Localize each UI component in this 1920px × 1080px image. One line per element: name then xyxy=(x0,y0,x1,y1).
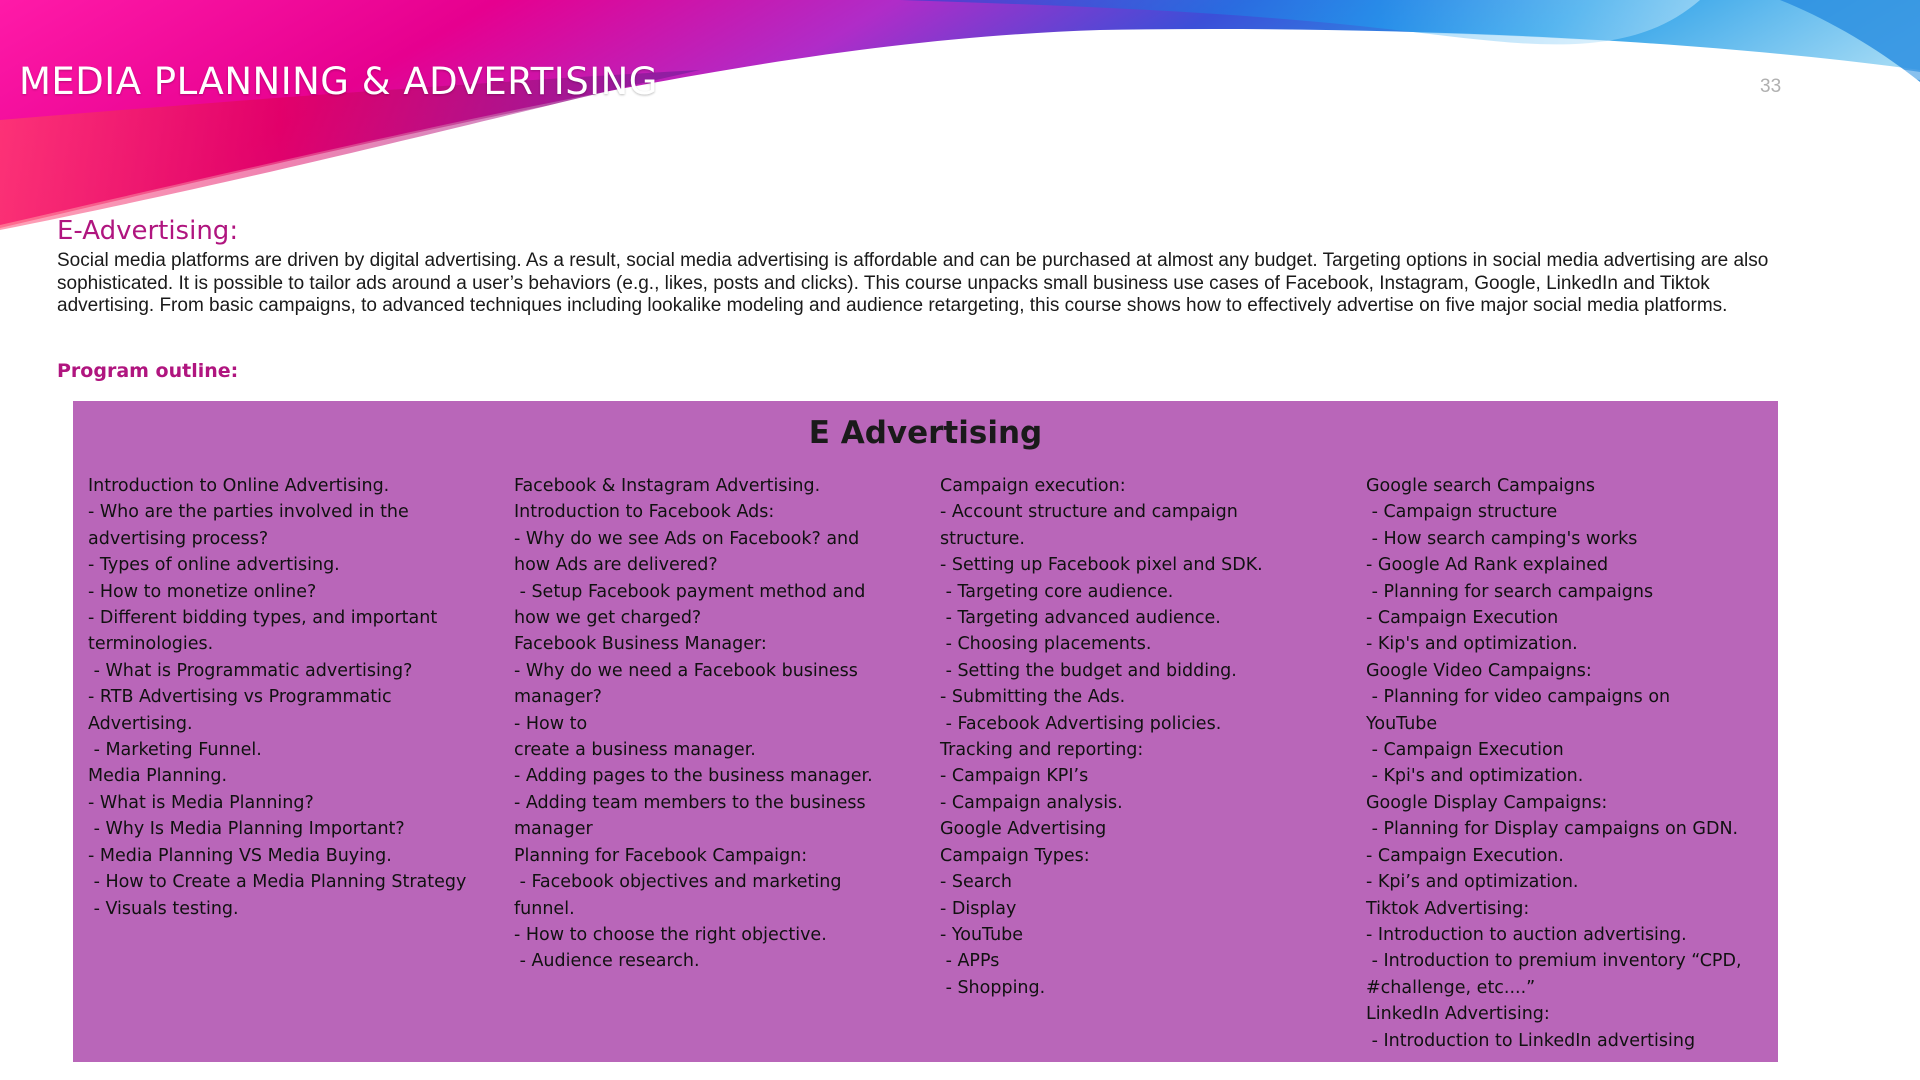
outline-line: - Kip's and optimization. xyxy=(1366,634,1578,655)
outline-line: - Campaign Execution xyxy=(1366,740,1564,761)
outline-column-1 xyxy=(88,473,498,922)
outline-line: - Shopping. xyxy=(940,977,1046,998)
outline-line: - Campaign analysis. xyxy=(940,792,1123,813)
outline-line: Introduction to Facebook Ads: xyxy=(514,502,775,523)
outline-column-4 xyxy=(1366,473,1776,1054)
outline-line: Tiktok Advertising: xyxy=(1366,898,1530,919)
outline-line: - Account structure and campaign xyxy=(940,502,1238,523)
outline-line: terminologies. xyxy=(88,634,214,655)
outline-line: - Who are the parties involved in the xyxy=(88,502,409,523)
outline-line: structure. xyxy=(940,528,1025,549)
outline-line: - Introduction to premium inventory “CPD, xyxy=(1366,951,1742,972)
outline-line: - How to xyxy=(514,713,588,734)
outline-line: - How to choose the right objective. xyxy=(514,924,827,945)
outline-line: manager? xyxy=(514,687,602,708)
outline-line: funnel. xyxy=(514,898,575,919)
outline-line: - Campaign Execution xyxy=(1366,608,1559,629)
outline-line: Introduction to Online Advertising. xyxy=(88,476,390,496)
outline-line: - Why do we need a Facebook business xyxy=(514,660,858,681)
outline-line: - APPs xyxy=(940,951,1000,972)
outline-line: - Campaign structure xyxy=(1366,502,1558,523)
outline-line: LinkedIn Advertising: xyxy=(1366,1004,1550,1025)
outline-line: - Different bidding types, and important xyxy=(88,608,438,629)
slide-title: MEDIA PLANNING & ADVERTISING xyxy=(19,60,658,103)
outline-line: - Adding team members to the business xyxy=(514,792,866,813)
outline-line: - Choosing placements. xyxy=(940,634,1152,655)
outline-line: - Kpi's and optimization. xyxy=(1366,766,1584,787)
outline-line: how Ads are delivered? xyxy=(514,555,718,576)
outline-line: Campaign execution: xyxy=(940,476,1126,496)
outline-line: - Why do we see Ads on Facebook? and xyxy=(514,528,860,549)
outline-line: how we get charged? xyxy=(514,608,702,629)
outline-line: Facebook & Instagram Advertising. xyxy=(514,476,821,496)
outline-line: - Facebook Advertising policies. xyxy=(940,713,1222,734)
outline-line: - Planning for search campaigns xyxy=(1366,581,1654,602)
section-heading: E-Advertising: xyxy=(57,216,239,246)
outline-line: - Campaign KPI’s xyxy=(940,766,1089,787)
outline-line: Google Advertising xyxy=(940,819,1107,840)
outline-line: - Submitting the Ads. xyxy=(940,687,1126,708)
outline-line: - Why Is Media Planning Important? xyxy=(88,819,405,840)
outline-column-3 xyxy=(940,473,1350,1001)
outline-line: Campaign Types: xyxy=(940,845,1090,866)
page-number: 33 xyxy=(1760,76,1782,97)
outline-column-2 xyxy=(514,473,924,975)
outline-line: - Google Ad Rank explained xyxy=(1366,555,1609,576)
outline-line: - RTB Advertising vs Programmatic xyxy=(88,687,392,708)
outline-line: Advertising. xyxy=(88,713,193,734)
outline-line: - Display xyxy=(940,898,1017,919)
intro-paragraph: Social media platforms are driven by digital advertising. As a result, social media advertising is affordable and can be purchased at almost any budget. Targeting options in social media advertising are also sophisticated. It is possible to tailor ads around a user’s behaviors (e.g., likes, posts and clicks). This course unpacks small business use cases of Facebook, Instagram, Google, LinkedIn and Tiktok advertising. From basic campaigns, to advanced techniques including lookalike modeling and audience retargeting, this course shows how to effectively advertise on five major social media platforms. xyxy=(57,250,1769,316)
outline-line: advertising process? xyxy=(88,528,269,549)
outline-line: create a business manager. xyxy=(514,740,756,761)
panel-title: E Advertising xyxy=(808,415,1043,451)
outline-line: - Audience research. xyxy=(514,951,700,972)
outline-line: - Introduction to LinkedIn advertising xyxy=(1366,1030,1696,1051)
outline-line: - Setting the budget and bidding. xyxy=(940,660,1237,681)
outline-line: - Types of online advertising. xyxy=(88,555,340,576)
outline-line: - YouTube xyxy=(940,924,1024,945)
outline-line: - Media Planning VS Media Buying. xyxy=(88,845,392,866)
outline-line: manager xyxy=(514,819,593,840)
outline-line: - Setting up Facebook pixel and SDK. xyxy=(940,555,1263,576)
outline-line: - Planning for Display campaigns on GDN. xyxy=(1366,819,1739,840)
outline-line: Planning for Facebook Campaign: xyxy=(514,845,808,866)
outline-line: - Marketing Funnel. xyxy=(88,740,262,761)
outline-line: - Targeting advanced audience. xyxy=(940,608,1221,629)
outline-line: - Campaign Execution. xyxy=(1366,845,1564,866)
outline-line: - What is Programmatic advertising? xyxy=(88,660,413,681)
outline-line: #challenge, etc....” xyxy=(1366,977,1536,998)
outline-line: Google Display Campaigns: xyxy=(1366,792,1608,813)
outline-line: - What is Media Planning? xyxy=(88,792,314,813)
outline-line: - Setup Facebook payment method and xyxy=(514,581,866,602)
outline-line: - Kpi’s and optimization. xyxy=(1366,872,1579,893)
outline-line: - Adding pages to the business manager. xyxy=(514,766,873,787)
outline-line: - Introduction to auction advertising. xyxy=(1366,924,1687,945)
outline-line: - Targeting core audience. xyxy=(940,581,1174,602)
header-banner-graphic xyxy=(0,0,1920,240)
outline-line: YouTube xyxy=(1366,713,1438,734)
outline-line: - Search xyxy=(940,872,1012,893)
outline-line: Google search Campaigns xyxy=(1366,476,1595,496)
outline-line: Facebook Business Manager: xyxy=(514,634,767,655)
outline-line: - Planning for video campaigns on xyxy=(1366,687,1671,708)
outline-line: - Facebook objectives and marketing xyxy=(514,872,842,893)
program-outline-heading: Program outline: xyxy=(57,360,239,382)
outline-line: - How to Create a Media Planning Strategy xyxy=(88,872,467,893)
outline-line: - How search camping's works xyxy=(1366,528,1638,549)
outline-panel xyxy=(73,401,1778,1062)
outline-line: - How to monetize online? xyxy=(88,581,317,602)
outline-line: Google Video Campaigns: xyxy=(1366,660,1592,681)
outline-line: Media Planning. xyxy=(88,766,228,787)
outline-line: - Visuals testing. xyxy=(88,898,239,919)
outline-line: Tracking and reporting: xyxy=(940,740,1144,761)
